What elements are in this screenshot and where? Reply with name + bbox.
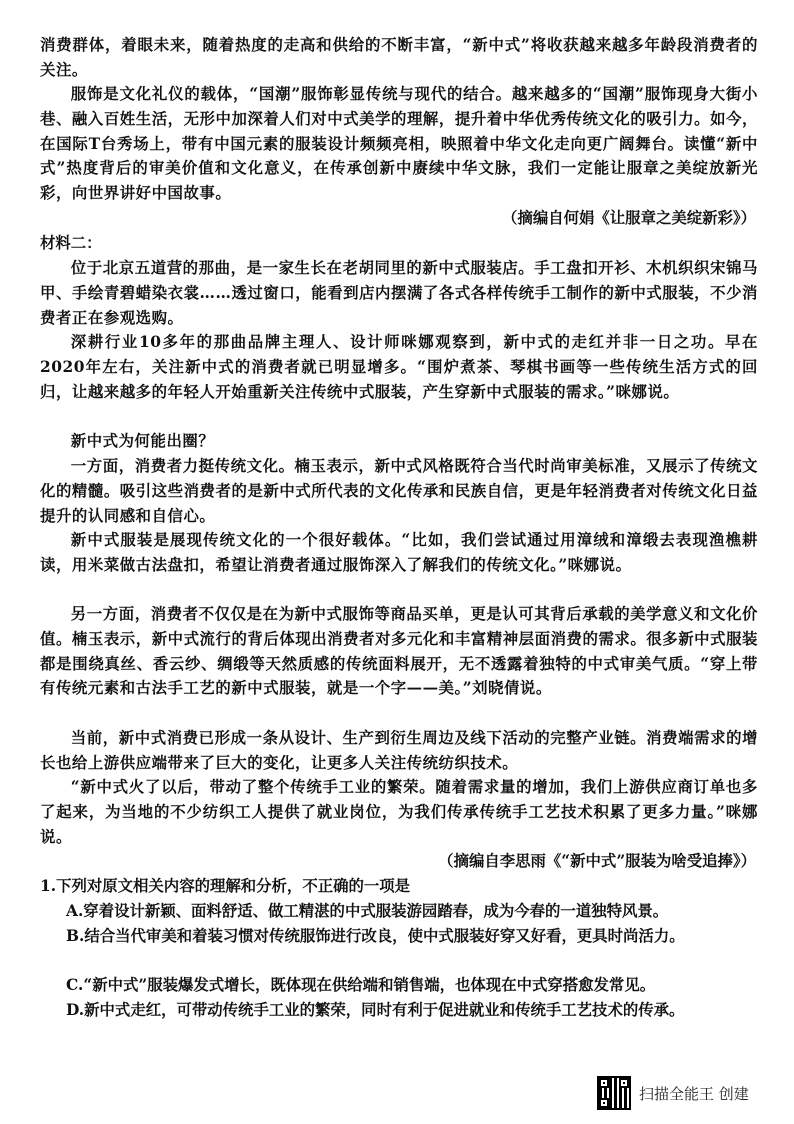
paragraph-6: 一方面，消费者力挺传统文化。楠玉表示，新中式风格既符合当代时尚审美标准，又展示了传统文化的精髓。吸引这些消费者的是新中式所代表的文化传承和民族自信，更是年轻消费者对传统文化日益提升的认同感和自信心。 xyxy=(40,457,758,525)
paragraph-10: “新中式火了以后，带动了整个传统手工业的繁荣。随着需求量的增加，我们上游供应商订单也多了起来，为当地的不少纺织工人提供了就业岗位，为我们传承传统手工艺技术积累了更多力量。”咪娜说。 xyxy=(40,778,758,846)
paragraph-1: 消费群体，着眼未来，随着热度的走高和供给的不断丰富，“新中式”将收获越来越多年龄段消费者的关注。 xyxy=(40,36,758,79)
source-citation-1: （摘编自何娟《让服章之美绽新彩》） xyxy=(502,209,756,227)
paragraph-7: 新中式服装是展现传统文化的一个很好载体。“比如，我们尝试通过用漳绒和漳缎去表现渔樵耕读，用米菜做古法盘扣，希望让消费者通过服饰深入了解我们的传统文化。”咪娜说。 xyxy=(40,531,758,574)
paragraph-2: 服饰是文化礼仪的载体，“国潮”服饰彰显传统与现代的结合。越来越多的“国潮”服饰现身大街小巷、融入百姓生活，无形中加深着人们对中式美学的理解，提升着中华优秀传统文化的吸引力。如今，在国际T台秀场上，带有中国元素的服装设计频频亮相，映照着中华文化走向更广阔舞台。读懂“新中式”热度背后的审美价值和文化意义，在传承创新中赓续中华文脉，我们一定能让服章之美绽放新光彩，向世界讲好中国故事。 xyxy=(40,85,758,203)
paragraph-9: 当前，新中式消费已形成一条从设计、生产到衍生周边及线下活动的完整产业链。消费端需求的增长也给上游供应端带来了巨大的变化，让更多人关注传统纺织技术。 xyxy=(40,729,758,772)
paragraph-3: 位于北京五道营的那曲，是一家生长在老胡同里的新中式服装店。手工盘扣开衫、木机织织宋锦马甲、手绘青碧蜡染衣裳……透过窗口，能看到店内摆满了各式各样传统手工制作的新中式服装，不少消费者正在参观选购。 xyxy=(40,259,758,327)
option-c: C.“新中式”服装爆发式增长，既体现在供给端和销售端，也体现在中式穿搭愈发常见。 xyxy=(66,976,656,994)
option-b: B.结合当代审美和着装习惯对传统服饰进行改良，使中式服装好穿又好看，更具时尚活力。 xyxy=(66,927,685,945)
source-citation-2: （摘编自李思雨《“新中式”服装为啥受追捧》） xyxy=(438,852,756,870)
option-a: A.穿着设计新颖、面料舒适、做工精湛的中式服装游园踏春，成为今春的一道独特风景。 xyxy=(66,902,669,920)
question-stem: 1.下列对原文相关内容的理解和分析，不正确的一项是 xyxy=(40,877,411,895)
scanner-watermark xyxy=(597,1076,749,1110)
paragraph-5: 新中式为何能出圈？ xyxy=(70,432,215,450)
paragraph-4: 深耕行业10多年的那曲品牌主理人、设计师咪娜观察到，新中式的走红并非一日之功。早在2020年左右，关注新中式的消费者就已明显增多。“围炉煮茶、琴棋书画等一些传统生活方式的回归，让越来越多的年轻人开始重新关注传统中式服装，产生穿新中式服装的需求。”咪娜说。 xyxy=(40,333,758,401)
option-d: D.新中式走红，可带动传统手工业的繁荣，同时有利于促进就业和传统手工艺技术的传承。 xyxy=(66,1001,685,1019)
qr-code-icon xyxy=(597,1076,631,1110)
watermark-text: 扫描全能王 创建 xyxy=(639,1084,749,1103)
paragraph-8: 另一方面，消费者不仅仅是在为新中式服饰等商品买单，更是认可其背后承载的美学意义和文化价值。楠玉表示，新中式流行的背后体现出消费者对多元化和丰富精神层面消费的需求。很多新中式服装都是围绕真丝、香云纱、绸缎等天然质感的传统面料展开，无不透露着独特的中式审美气质。“穿上带有传统元素和古法手工艺的新中式服装，就是一个字——美。”刘晓倩说。 xyxy=(40,605,758,698)
material-two-heading: 材料二： xyxy=(40,234,102,252)
